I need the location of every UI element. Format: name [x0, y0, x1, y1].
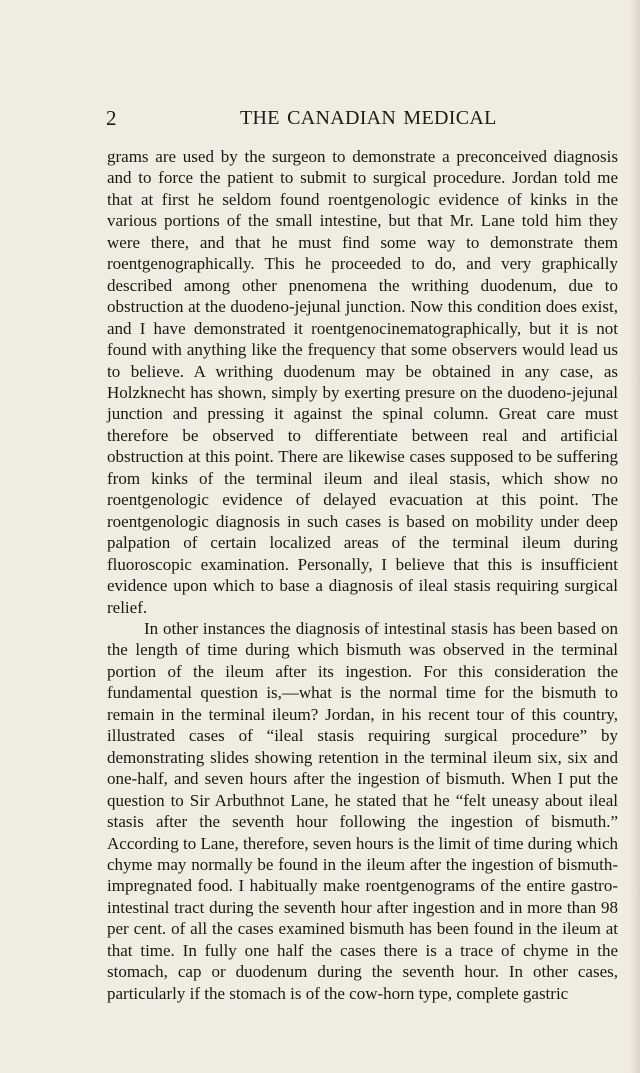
paragraph-1: grams are used by the surgeon to demonstrate a preconceived diagnosis and to force the patient to submit to surgical procedure. Jordan told me that at first he seldom found roentgenologic evidence of kinks in the various portions of the small intestine, but that Mr. Lane told him they were there, and that he must find some way to demonstrate them roentgenographically. This he proceeded to do, and very graphically described among other pnenomena the writhing duodenum, due to obstruction at the duodeno-jejunal junction. Now this condition does exist, and I have demonstrated it roentgenocinematographically, but it is not found with anything like the frequency that some observers would lead us to believe. A writhing duodenum may be obtained in any case, as Holzknecht has shown, simply by exerting presure on the duodeno-jejunal junction and pressing it against the spinal column. Great care must therefore be observed to differentiate between real and artificial obstruction at this point. There are likewise cases supposed to be suffering from kinks of the terminal ileum and ileal stasis, which show no roentgenologic evidence of delayed evacuation at this point. The roentgenologic diagnosis in such cases is based on mobility under deep palpation of certain localized areas of the terminal ileum during fluoroscopic examination. Personally, I believe that this is insufficient evidence upon which to base a diagnosis of ileal stasis requiring surgical relief. — [107, 147, 618, 617]
running-head: THE CANADIAN MEDICAL — [240, 107, 497, 129]
body-text — [107, 146, 618, 1004]
paragraph-2: In other instances the diagnosis of intestinal stasis has been based on the length of time during which bismuth was observed in the terminal portion of the ileum after its ingestion. For this consideration the fundamental question is,—what is the normal time for the bismuth to remain in the terminal ileum? Jordan, in his recent tour of this country, illustrated cases of “ileal stasis requiring surgical procedure” by demonstrating slides showing retention in the terminal ileum six, six and one-half, and seven hours after the ingestion of bismuth. When I put the question to Sir Arbuthnot Lane, he stated that he “felt uneasy about ileal stasis after the seventh hour following the ingestion of bismuth.” According to Lane, therefore, seven hours is the limit of time during which chyme may normally be found in the ileum after the ingestion of bismuth-impregnated food. I habitually make roentgenograms of the entire gastro-intestinal tract during the seventh hour after ingestion and in more than 98 per cent. of all the cases examined bismuth has been found in the ileum at that time. In fully one half the cases there is a trace of chyme in the stomach, cap or duodenum during the seventh hour. In other cases, particularly if the stomach is of the cow-horn type, complete gastric — [107, 618, 618, 1003]
page-number: 2 — [106, 106, 117, 130]
page-edge-shadow — [630, 0, 640, 1073]
page-header — [0, 106, 640, 132]
